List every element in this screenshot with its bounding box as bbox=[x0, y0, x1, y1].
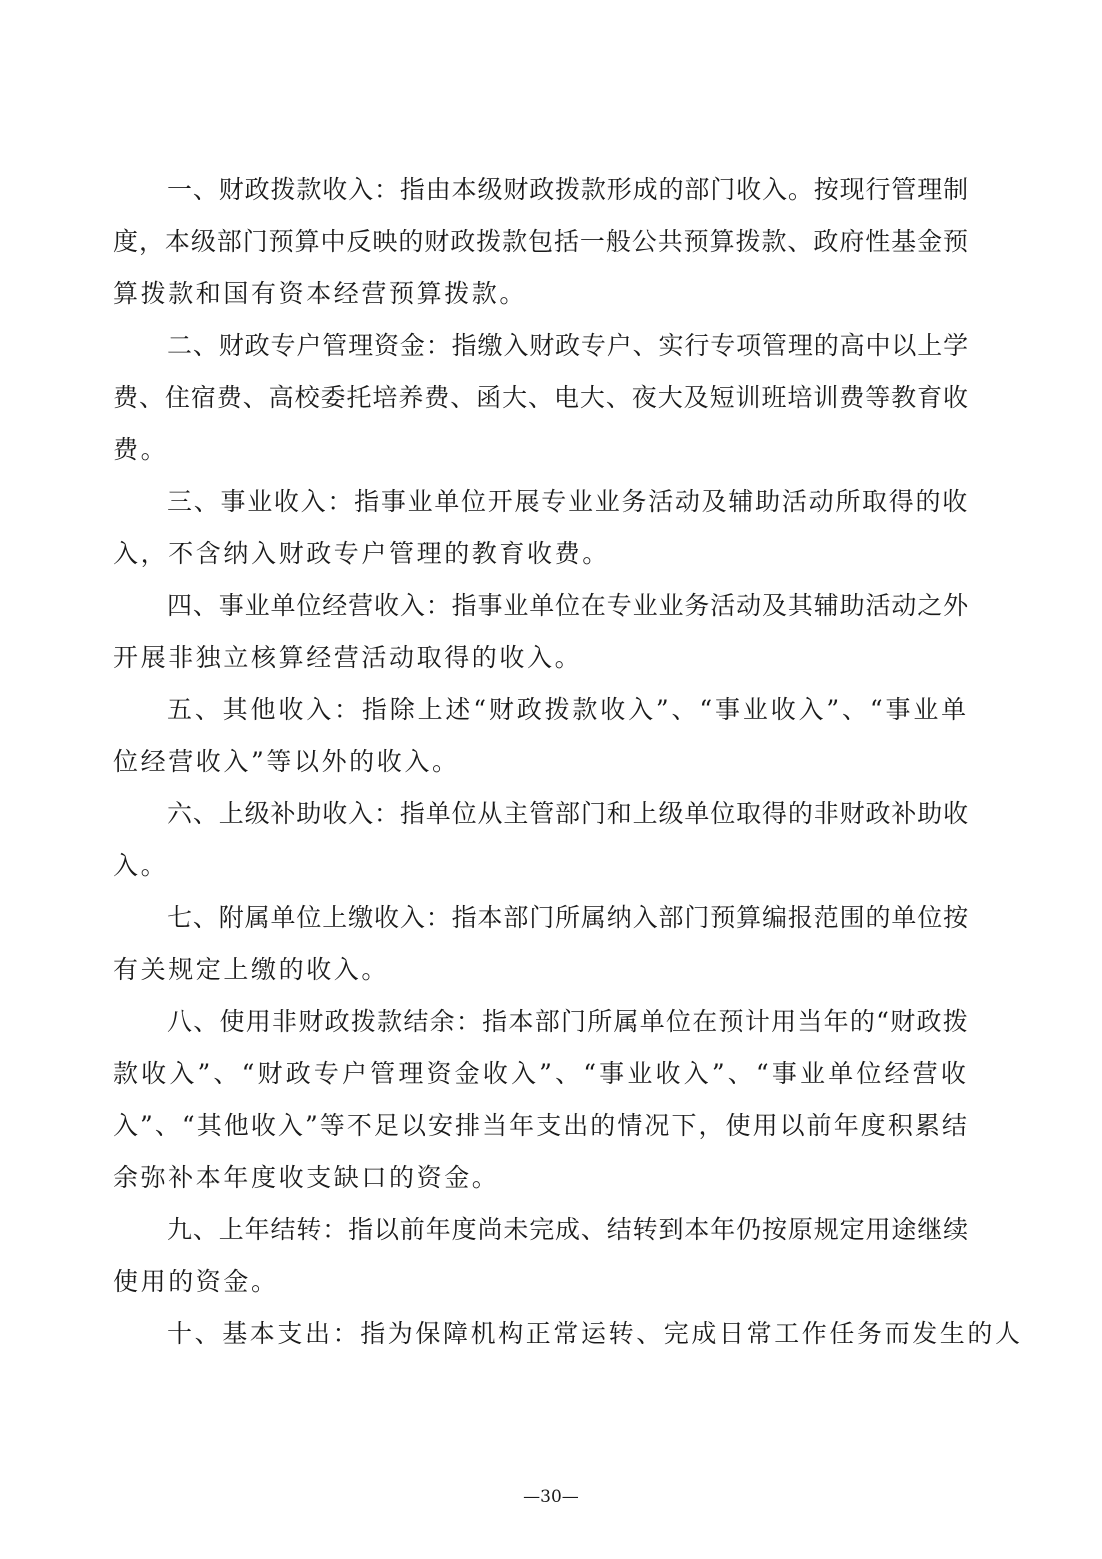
paragraph bbox=[113, 1204, 969, 1308]
text-line: 位经营收入”等以外的收入。 bbox=[113, 747, 460, 776]
text-line: 入。 bbox=[113, 851, 169, 880]
text-line: 有关规定上缴的收入。 bbox=[113, 955, 390, 984]
text-line: 算拨款和国有资本经营预算拨款。 bbox=[113, 279, 528, 308]
paragraph bbox=[113, 996, 969, 1204]
text-line: 九、上年结转：指以前年度尚未完成、结转到本年仍按原规定用途继续 bbox=[167, 1215, 969, 1244]
text-line: 七、附属单位上缴收入：指本部门所属纳入部门预算编报范围的单位按 bbox=[167, 903, 969, 932]
paragraph bbox=[113, 1308, 1023, 1360]
text-line: 一、财政拨款收入：指由本级财政拨款形成的部门收入。按现行管理制 bbox=[167, 175, 969, 204]
text-line: 二、财政专户管理资金：指缴入财政专户、实行专项管理的高中以上学 bbox=[167, 331, 969, 360]
paragraph bbox=[113, 320, 969, 476]
text-line: 五、其他收入：指除上述“财政拨款收入”、“事业收入”、“事业单 bbox=[167, 695, 969, 724]
document-body bbox=[113, 164, 1023, 1360]
paragraph bbox=[113, 476, 969, 580]
text-line: 八、使用非财政拨款结余：指本部门所属单位在预计用当年的“财政拨 bbox=[167, 1007, 969, 1036]
paragraph bbox=[113, 580, 969, 684]
text-line: 费、住宿费、高校委托培养费、函大、电大、夜大及短训班培训费等教育收 bbox=[113, 383, 969, 412]
paragraph bbox=[113, 164, 969, 320]
paragraph bbox=[113, 788, 969, 892]
text-line: 入，不含纳入财政专户管理的教育收费。 bbox=[113, 539, 610, 568]
text-line: 款收入”、“财政专户管理资金收入”、“事业收入”、“事业单位经营收 bbox=[113, 1059, 969, 1088]
paragraph bbox=[113, 684, 969, 788]
text-line: 十、基本支出：指为保障机构正常运转、完成日常工作任务而发生的人 bbox=[167, 1319, 1023, 1348]
paragraph bbox=[113, 892, 969, 996]
text-line: 开展非独立核算经营活动取得的收入。 bbox=[113, 643, 583, 672]
page-number: —30— bbox=[523, 1487, 579, 1507]
text-line: 入”、“其他收入”等不足以安排当年支出的情况下，使用以前年度积累结 bbox=[113, 1111, 969, 1140]
text-line: 六、上级补助收入：指单位从主管部门和上级单位取得的非财政补助收 bbox=[167, 799, 969, 828]
text-line: 四、事业单位经营收入：指事业单位在专业业务活动及其辅助活动之外 bbox=[167, 591, 969, 620]
text-line: 三、事业收入：指事业单位开展专业业务活动及辅助活动所取得的收 bbox=[167, 487, 969, 516]
text-line: 费。 bbox=[113, 435, 169, 464]
text-line: 使用的资金。 bbox=[113, 1267, 279, 1296]
text-line: 余弥补本年度收支缺口的资金。 bbox=[113, 1163, 500, 1192]
text-line: 度，本级部门预算中反映的财政拨款包括一般公共预算拨款、政府性基金预 bbox=[113, 227, 969, 256]
